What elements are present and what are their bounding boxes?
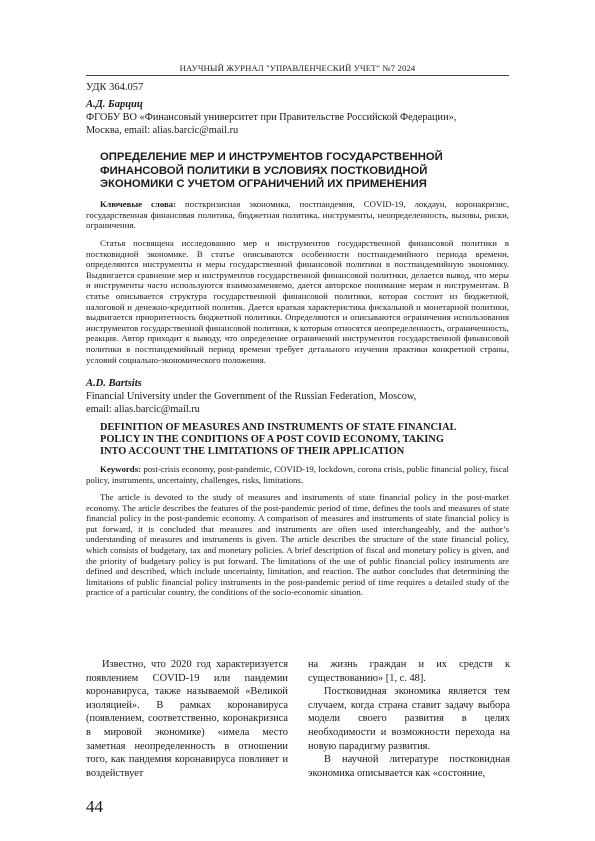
keywords-label: Keywords: (100, 464, 142, 474)
keywords-en (86, 464, 509, 485)
title-line: ОПРЕДЕЛЕНИЕ МЕР И ИНСТРУМЕНТОВ ГОСУДАРСТВЕННОЙ (100, 151, 443, 163)
body-paragraph: на жизнь граждан и их средств к существованию» [1, с. 48]. (308, 659, 510, 684)
author-name-ru: А.Д. Барциц (86, 99, 143, 110)
title-line: DEFINITION OF MEASURES AND INSTRUMENTS OF STATE FINANCIAL (100, 422, 457, 433)
header-rule (86, 75, 509, 76)
affiliation-ru (86, 111, 509, 137)
body-paragraph: Постковидная экономика является тем случаем, когда страна ставит задачу выбора модели своего развития в целях необходимости и возможности перехода на новую парадигму развития. (308, 686, 510, 752)
title-line: ЭКОНОМИКИ С УЧЕТОМ ОГРАНИЧЕНИЙ ИХ ПРИМЕНЕНИЯ (100, 178, 427, 191)
page-number: 44 (86, 797, 103, 816)
affiliation-line: Москва, email: alias.barcic@mail.ru (86, 125, 239, 136)
title-line: ФИНАНСОВОЙ ПОЛИТИКИ В УСЛОВИЯХ ПОСТКОВИДНОЙ (100, 164, 428, 177)
body-paragraph: В научной литературе постковидная экономика описывается как «состояние, (308, 754, 510, 779)
title-line: POLICY IN THE CONDITIONS OF A POST COVID ECONOMY, TAKING (100, 434, 444, 446)
affiliation-line: Financial University under the Government of the Russian Federation, Moscow, (86, 391, 417, 402)
keywords-label: Ключевые слова: (100, 199, 177, 209)
affiliation-en (86, 390, 509, 416)
keywords-text: post-crisis economy, post-pandemic, COVID-19, lockdown, corona crisis, public financial policy, fiscal policy, instruments, uncertainty, challenges, risks, limitations. (86, 464, 509, 485)
journal-running-header: НАУЧНЫЙ ЖУРНАЛ "УПРАВЛЕНЧЕСКИЙ УЧЕТ" №7 2024 (179, 63, 416, 73)
article-title-ru (86, 151, 523, 192)
body-paragraph: Известно, что 2020 год характеризуется появлением COVID-19 или пандемии коронавируса, также называемой «Великой изоляцией». В рамках коронавируса (появлением, соответственно, коронакризиса в мировой экономике) «имела место заметная неопределенность в отношении того, как пандемия коронавируса повлияет и воздействует (86, 659, 288, 779)
keywords-text: посткризисная экономика, постпандемия, COVID-19, локдаун, коронакризис, государственная финансовая политика, бюджетная политика, инструменты, неопределенность, вызовы, риски, ограничения. (86, 199, 510, 231)
abstract-en: The article is devoted to the study of measures and instruments of state financial policy in the post-market economy. The article describes the features of the post-pandemic period of time, defines the tools and measures of state financial policy in the post-pandemic economy. A comparison of measures and instruments of state financial policy is put forward, it is concluded that measures and instruments are often used interchangeably, and the author’s understanding of measures and instruments is given. The article describes the structure of the state financial policy, which consists of budgetary, tax and monetary policies. A brief description of fiscal and monetary policy is given, and the priority of budgetary policy is put forward. The limitations of the use of public financial policy instruments are defined and described, which include uncertainty, limitation, and reaction. The author concludes that determining the limitations of public financial policy instruments in the post-pandemic period of time requires a detailed study of the practice of a particular country, the conditions of the socio-economic situation. (86, 492, 509, 598)
affiliation-line: email: alias.barcic@mail.ru (86, 404, 200, 415)
title-line: INTO ACCOUNT THE LIMITATIONS OF THEIR APPLICATION (100, 446, 405, 458)
body-column-right (308, 658, 510, 780)
body-column-left (86, 658, 288, 780)
affiliation-line: ФГОБУ ВО «Финансовый университет при Правительстве Российской Федерации», (86, 112, 457, 123)
article-title-en (86, 422, 523, 459)
abstract-ru: Статья посвящена исследованию мер и инструментов государственной финансовой политики в постковидной экономике. В статье описываются особенности постпандемийного периода времени, определяются инструменты и меры государственной финансовой политики в постпандемийную экономику. Выдвигается сравнение мер и инструментов государственной финансовой политики, делается вывод, что меры и инструменты часто используются взаимозаменяемо, дается авторское понимание мерам и инструментам. В статье описывается структура государственной финансовой политики, которая состоит из бюджетной, налоговой и денежно-кредитной политик. Дается краткая характеристика фискальной и монетарной политики, выдвигается приоритетность бюджетной политики. Определяются и описываются ограничения использования инструментов государственной финансовой политики, к которым относятся неопределенность, ограниченность, реакция. Автор приходит к выводу, что определение ограничений инструментов государственной финансовой политики в постпандемийный период времени требует детального изучения практики конкретной страны, условий социально-экономического положения. (86, 238, 509, 365)
author-name-en: A.D. Bartsits (86, 378, 142, 389)
keywords-ru (86, 199, 509, 231)
udc-code: УДК 364.057 (86, 82, 144, 93)
